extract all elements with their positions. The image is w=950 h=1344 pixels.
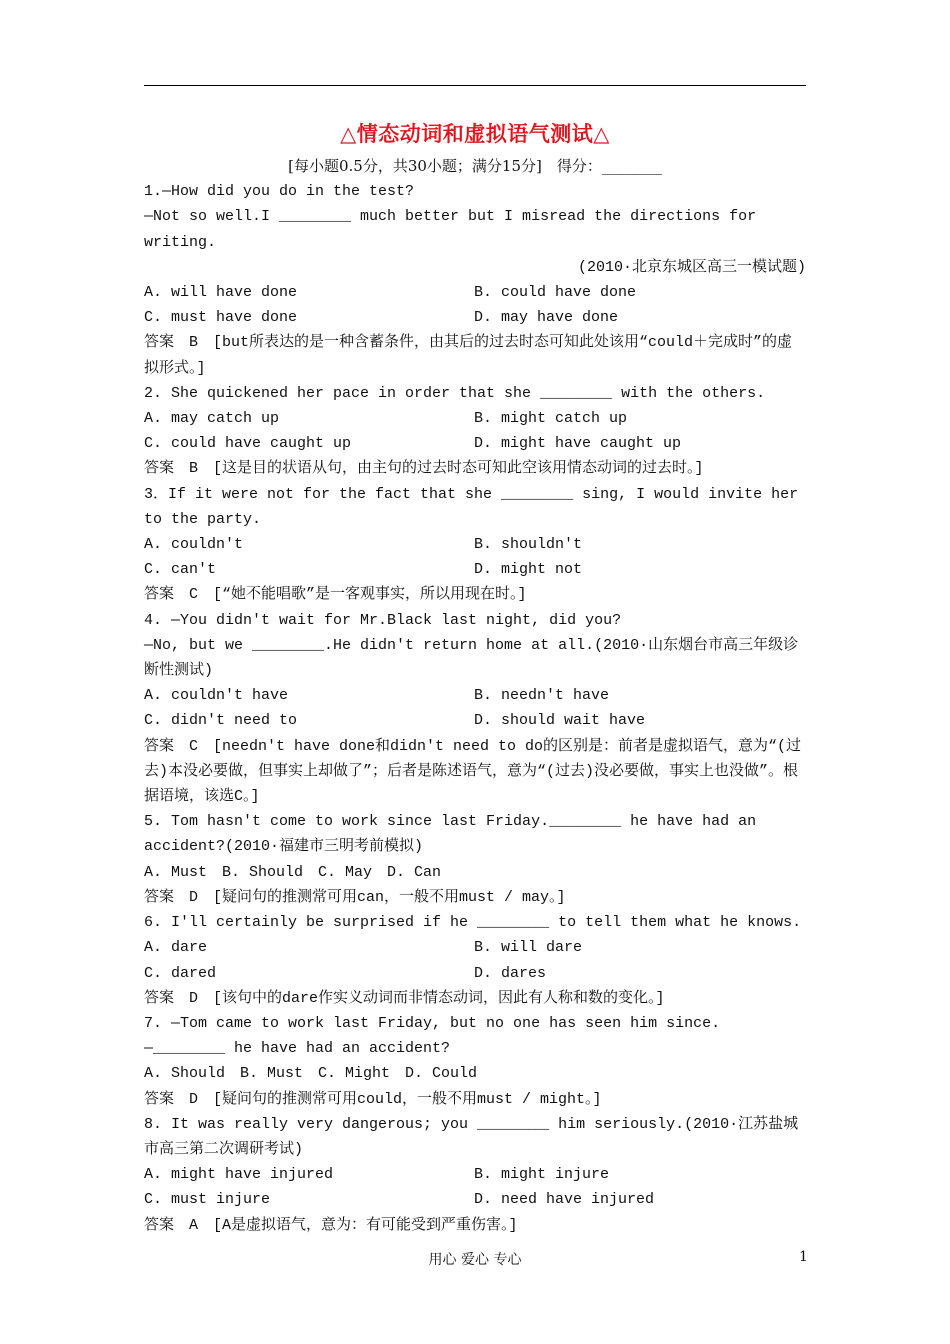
question-7 (144, 1011, 806, 1112)
answer-explanation: 答案 B [but所表达的是一种含蓄条件，由其后的过去时态可知此处该用“could＋完成时”的虚拟形式。] (144, 334, 793, 377)
option-c: C. could have caught up (144, 435, 352, 453)
option-d: D. might have caught up (474, 435, 682, 453)
question-line: —No, but we ________.He didn't return home at all.(2010·山东烟台市高三年级诊断性测试) (144, 636, 799, 680)
question-8 (144, 1112, 806, 1238)
question-line: 4. —You didn't wait for Mr.Black last night, did you? (144, 611, 622, 629)
question-source: (2010·北京东城区高三一模试题) (577, 258, 806, 276)
option-d: D. need have injured (474, 1191, 655, 1209)
question-line: 1.—How did you do in the test? (144, 183, 415, 201)
answer-explanation: 答案 C [“她不能唱歌”是一客观事实，所以用现在时。] (144, 586, 527, 604)
page-number: 1 (799, 1249, 808, 1265)
option-c: C. must have done (144, 309, 298, 327)
option-c: C. can't (144, 561, 217, 579)
answer-explanation: 答案 A [A是虚拟语气，意为：有可能受到严重伤害。] (144, 1216, 518, 1234)
question-3 (144, 482, 806, 608)
header-rule (144, 85, 806, 86)
option-c: C. dared (144, 964, 217, 982)
option-c: C. must injure (144, 1191, 271, 1209)
document-body (144, 154, 806, 1238)
option-b: B. will dare (474, 939, 583, 957)
question-line: 6. I'll certainly be surprised if he ________ to tell them what he knows. (144, 914, 802, 932)
question-6 (144, 910, 806, 1011)
option-a: A. couldn't have (144, 687, 289, 705)
option-b: B. shouldn't (474, 536, 583, 554)
question-line: —________ he have had an accident? (144, 1040, 451, 1058)
question-2 (144, 381, 806, 482)
test-info: [每小题0.5分，共30小题；满分15分] 得分：________ (288, 157, 662, 175)
option-a: A. dare (144, 939, 208, 957)
footer-text: 用心 爱心 专心 (428, 1252, 522, 1268)
question-line: 3．If it were not for the fact that she ________ sing, I would invite her to the party. (144, 485, 808, 528)
option-a: A. may catch up (144, 410, 280, 428)
option-a: A. couldn't (144, 536, 244, 554)
question-line: —Not so well.I ________ much better but I misread the directions for writing. (144, 208, 766, 251)
question-line: 7. —Tom came to work last Friday, but no one has seen him since. (144, 1014, 721, 1032)
option-b: B. could have done (474, 284, 637, 302)
inline-options: A. Should B. Must C. Might D. Could (144, 1065, 478, 1083)
answer-explanation: 答案 C [needn't have done和didn't need to do的区别是：前者是虚拟语气，意为“(过去)本没必要做，但事实上却做了”；后者是陈述语气，意为“(过去)没必要做，事实上也没做”。根据语境，该选C。] (144, 737, 802, 806)
option-b: B. might catch up (474, 410, 628, 428)
option-a: A. might have injured (144, 1166, 334, 1184)
option-b: B. needn't have (474, 687, 610, 705)
option-b: B. might injure (474, 1166, 610, 1184)
option-c: C. didn't need to (144, 712, 298, 730)
answer-explanation: 答案 B [这是目的状语从句，由主句的过去时态可知此空该用情态动词的过去时。] (144, 460, 704, 478)
option-d: D. might not (474, 561, 583, 579)
question-5 (144, 809, 806, 910)
answer-explanation: 答案 D [该句中的dare作实义动词而非情态动词，因此有人称和数的变化。] (144, 989, 665, 1007)
question-line: 2. She quickened her pace in order that she ________ with the others. (144, 384, 766, 402)
answer-explanation: 答案 D [疑问句的推测常可用could，一般不用must / might。] (144, 1090, 602, 1108)
inline-options: A. Must B. Should C. May D. Can (144, 863, 442, 881)
option-d: D. should wait have (474, 712, 646, 730)
question-4 (144, 608, 806, 810)
question-line: 5. Tom hasn't come to work since last Friday.________ he have had an accident?(2010·福建市三明考前模拟) (144, 813, 766, 856)
answer-explanation: 答案 D [疑问句的推测常可用can，一般不用must / may。] (144, 888, 566, 906)
question-line: 8. It was really very dangerous; you ________ him seriously.(2010·江苏盐城市高三第二次调研考试) (144, 1115, 799, 1158)
option-d: D. may have done (474, 309, 619, 327)
question-1 (144, 179, 806, 381)
page-title: △情态动词和虚拟语气测试△ (340, 121, 610, 146)
option-a: A. will have done (144, 284, 298, 302)
option-d: D. dares (474, 964, 547, 982)
